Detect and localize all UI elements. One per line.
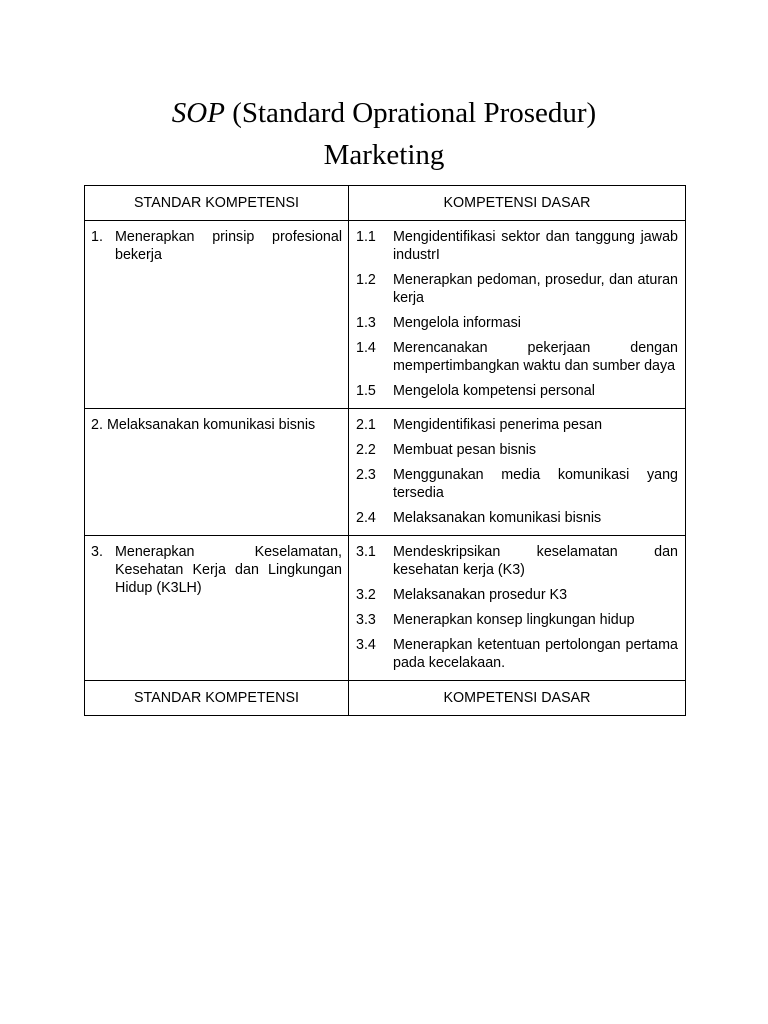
kd-item [356, 636, 678, 672]
kd-text: Mengidentifikasi penerima pesan [393, 417, 603, 433]
kd-item [356, 441, 678, 459]
kd-number: 1.1 [356, 229, 376, 245]
kd-item [356, 543, 678, 579]
kd-number: 2.2 [356, 442, 376, 458]
sk-number: 3. [91, 544, 103, 560]
kd-number: 1.3 [356, 315, 376, 331]
kd-text: Melaksanakan prosedur K3 [393, 587, 568, 603]
title-abbreviation: SOP [171, 97, 225, 129]
document-title [0, 92, 768, 176]
standar-kompetensi-cell [85, 221, 349, 409]
kd-text: Mengidentifikasi sektor dan tanggung jawab industrI [393, 229, 678, 263]
kd-number: 3.3 [356, 612, 376, 628]
kd-item [356, 416, 678, 434]
kompetensi-dasar-cell [349, 536, 686, 681]
table-row [85, 409, 686, 536]
kd-item [356, 509, 678, 527]
sk-item [91, 228, 342, 264]
table-header-row [85, 186, 686, 221]
table-row [85, 221, 686, 409]
kd-number: 2.4 [356, 510, 376, 526]
sk-text: Menerapkan prinsip profesional bekerja [115, 229, 342, 263]
kd-number: 1.2 [356, 272, 376, 288]
kd-text: Menerapkan pedoman, prosedur, dan aturan kerja [393, 272, 678, 306]
kd-number: 2.1 [356, 417, 376, 433]
kd-item [356, 339, 678, 375]
kd-text: Mengelola kompetensi personal [393, 383, 595, 399]
kd-number: 2.3 [356, 467, 376, 483]
sk-text: Melaksanakan komunikasi bisnis [107, 417, 316, 433]
competency-table [84, 185, 686, 716]
kompetensi-dasar-cell [349, 409, 686, 536]
footer-kompetensi-dasar: KOMPETENSI DASAR [349, 681, 686, 716]
kd-number: 3.2 [356, 587, 376, 603]
kd-text: Menerapkan ketentuan pertolongan pertama pada kecelakaan. [393, 637, 678, 671]
kd-item [356, 586, 678, 604]
kd-number: 3.4 [356, 637, 376, 653]
title-expansion: (Standard Oprational Prosedur) [232, 97, 597, 129]
kd-item [356, 228, 678, 264]
kd-text: Membuat pesan bisnis [393, 442, 537, 458]
sk-item [91, 543, 342, 597]
kd-number: 1.5 [356, 383, 376, 399]
kd-text: Mengelola informasi [393, 315, 521, 331]
kd-number: 1.4 [356, 340, 376, 356]
sk-text: Menerapkan Keselamatan, Kesehatan Kerja dan Lingkungan Hidup (K3LH) [115, 544, 342, 596]
kd-text: Mendeskripsikan keselamatan dan kesehatan kerja (K3) [393, 544, 678, 578]
kd-item [356, 466, 678, 502]
kd-text: Melaksanakan komunikasi bisnis [393, 510, 602, 526]
standar-kompetensi-cell [85, 409, 349, 536]
sk-number: 2. [91, 417, 103, 433]
title-subtitle: Marketing [323, 139, 445, 171]
footer-standar-kompetensi: STANDAR KOMPETENSI [85, 681, 349, 716]
kd-item [356, 382, 678, 400]
kd-number: 3.1 [356, 544, 376, 560]
table-footer-row [85, 681, 686, 716]
kd-text: Menggunakan media komunikasi yang tersedia [393, 467, 678, 501]
kd-item [356, 314, 678, 332]
header-standar-kompetensi: STANDAR KOMPETENSI [85, 186, 349, 221]
header-kompetensi-dasar: KOMPETENSI DASAR [349, 186, 686, 221]
kd-text: Menerapkan konsep lingkungan hidup [393, 612, 635, 628]
kompetensi-dasar-cell [349, 221, 686, 409]
sk-number: 1. [91, 229, 103, 245]
sk-item [91, 416, 342, 434]
title-line [0, 92, 768, 134]
kd-text: Merencanakan pekerjaan dengan mempertimbangkan waktu dan sumber daya [393, 340, 678, 374]
kd-item [356, 271, 678, 307]
standar-kompetensi-cell [85, 536, 349, 681]
kd-item [356, 611, 678, 629]
table-row [85, 536, 686, 681]
